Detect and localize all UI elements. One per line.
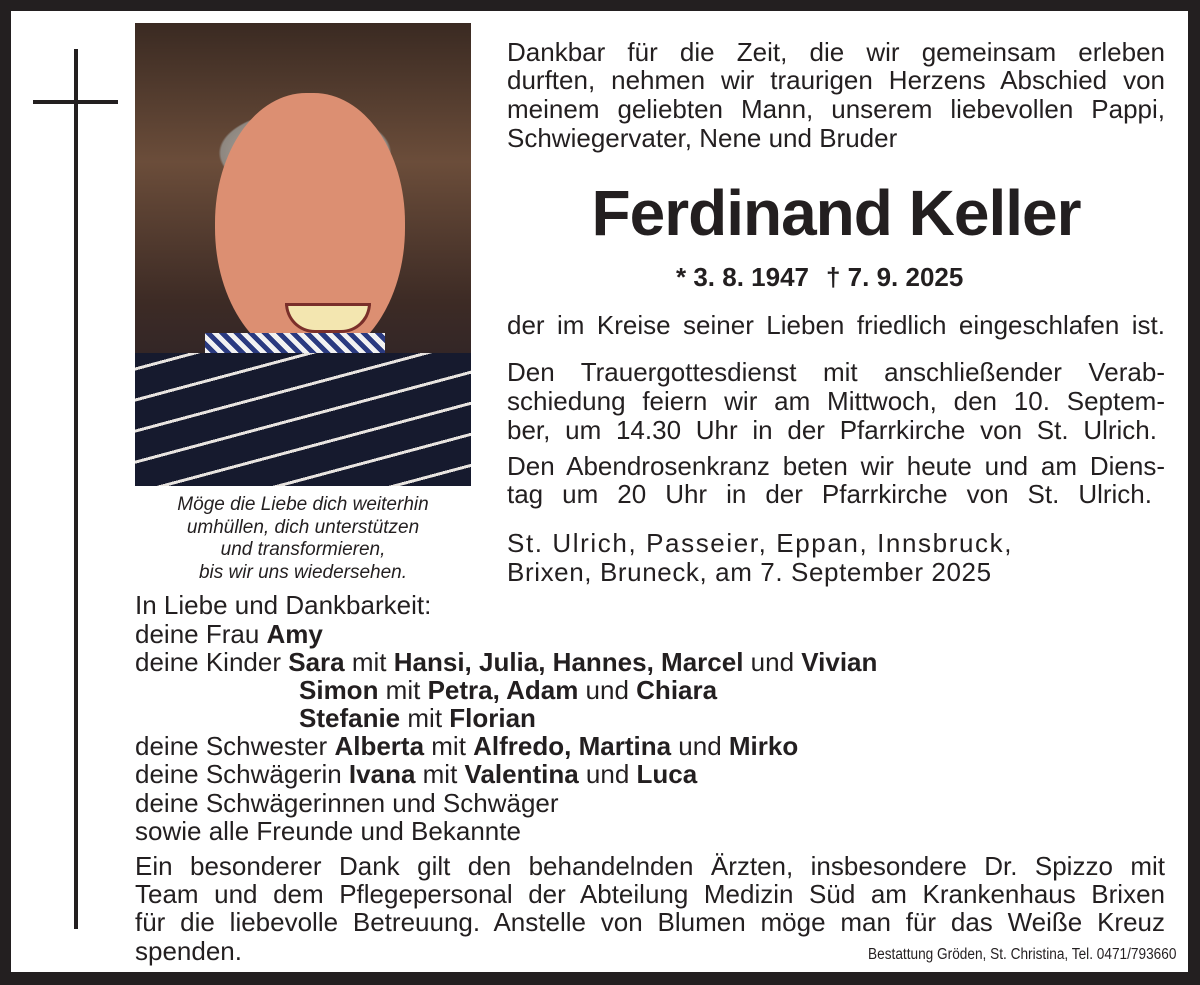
birth-date: * 3. 8. 1947: [676, 262, 809, 292]
mourner-name: Simon: [299, 675, 379, 705]
mourner-text: deine Schwester: [135, 731, 335, 761]
mourner-text: deine Kinder: [135, 647, 289, 677]
rosary-line: tag um 20 Uhr in der Pfarrkirche von St. Ulrich.: [507, 479, 1152, 509]
rosary-line: Den Abendrosenkranz beten wir heute und am Diens-: [507, 451, 1165, 481]
mourner-name: Alfredo, Martina: [473, 731, 672, 761]
mourner-text: deine Schwägerin: [135, 759, 349, 789]
caption-line: Möge die Liebe dich weiterhin: [177, 494, 429, 515]
caption-line: umhüllen, dich unterstützen: [186, 516, 420, 538]
funeral-home-footer: Bestattung Gröden, St. Christina, Tel. 0471/793660: [867, 946, 1176, 963]
deceased-name: Ferdinand Keller: [591, 177, 1081, 249]
mourner-line: [135, 590, 431, 620]
mourner-text: deine Schwägerinnen und Schwäger: [135, 788, 559, 818]
caption-line: bis wir uns wiedersehen.: [198, 561, 408, 583]
mourner-line: [135, 619, 323, 649]
mourner-name: Hansi, Julia, Hannes, Marcel: [393, 647, 744, 677]
mourner-name: Alberta: [334, 731, 425, 761]
mourner-text: deine Frau: [135, 619, 267, 649]
mourner-line: [135, 731, 798, 761]
death-date: † 7. 9. 2025: [826, 262, 964, 292]
service-line: ber, um 14.30 Uhr in der Pfarrkirche von St. Ulrich.: [507, 415, 1157, 445]
mourner-name: Amy: [266, 619, 323, 649]
service-line: Den Trauergottesdienst mit anschließender Verab-: [507, 357, 1165, 387]
mourner-text: In Liebe und Dankbarkeit:: [135, 590, 432, 620]
mourner-line: [299, 675, 717, 705]
intro-line: meinem geliebten Mann, unserem liebevollen Pappi,: [507, 94, 1165, 124]
mourner-line: [135, 816, 521, 846]
place-line: Brixen, Bruneck, am 7. September 2025: [507, 557, 992, 587]
mourner-line: [135, 759, 697, 789]
mourner-name: Chiara: [636, 675, 718, 705]
mourner-text: mit: [344, 647, 394, 677]
mourner-text: sowie alle Freunde und Bekannte: [135, 816, 521, 846]
intro-line: Schwiegervater, Nene und Bruder: [507, 123, 898, 153]
thanks-line: Ein besonderer Dank gilt den behandelnden Ärzten, insbesondere Dr. Spizzo mit: [135, 851, 1165, 881]
mourner-text: und: [578, 675, 637, 705]
mourner-name: Florian: [449, 703, 536, 733]
mourner-text: mit: [400, 703, 450, 733]
thanks-line: spenden.: [135, 936, 242, 966]
mourner-text: mit: [415, 759, 465, 789]
mourner-text: und: [578, 759, 637, 789]
mourner-name: Stefanie: [299, 703, 401, 733]
mourner-name: Luca: [636, 759, 698, 789]
service-line: schiedung feiern wir am Mittwoch, den 10. Septem-: [507, 386, 1165, 416]
mourner-text: und: [671, 731, 729, 761]
caption-line: und transformieren,: [220, 539, 386, 560]
thanks-line: für die liebevolle Betreuung. Anstelle von Blumen möge man für das Weiße Kreuz: [135, 907, 1165, 937]
intro-line: Dankbar für die Zeit, die wir gemeinsam erleben: [507, 37, 1165, 67]
mourner-name: Petra, Adam: [427, 675, 579, 705]
intro-line: durften, nehmen wir traurigen Herzens Abschied von: [507, 65, 1165, 95]
mourner-name: Valentina: [464, 759, 579, 789]
place-line: St. Ulrich, Passeier, Eppan, Innsbruck,: [507, 528, 1014, 558]
mourner-line: [135, 788, 559, 818]
photo-sweater: [135, 353, 471, 486]
mourner-text: und: [743, 647, 802, 677]
cross-icon: [74, 49, 78, 929]
mourner-line: [299, 703, 536, 733]
mourner-text: mit: [378, 675, 428, 705]
mourner-text: mit: [424, 731, 474, 761]
passed-line: der im Kreise seiner Lieben friedlich eingeschlafen ist.: [507, 310, 1165, 340]
portrait-photo: [135, 23, 471, 486]
cross-icon-bar: [33, 100, 118, 104]
mourner-name: Vivian: [801, 647, 878, 677]
mourner-name: Sara: [288, 647, 345, 677]
mourner-name: Ivana: [348, 759, 416, 789]
photo-caption: [135, 494, 471, 584]
mourner-name: Mirko: [728, 731, 799, 761]
thanks-line: Team und dem Pflegepersonal der Abteilung Medizin Süd am Krankenhaus Brixen: [135, 879, 1165, 909]
mourner-line: [135, 647, 877, 677]
